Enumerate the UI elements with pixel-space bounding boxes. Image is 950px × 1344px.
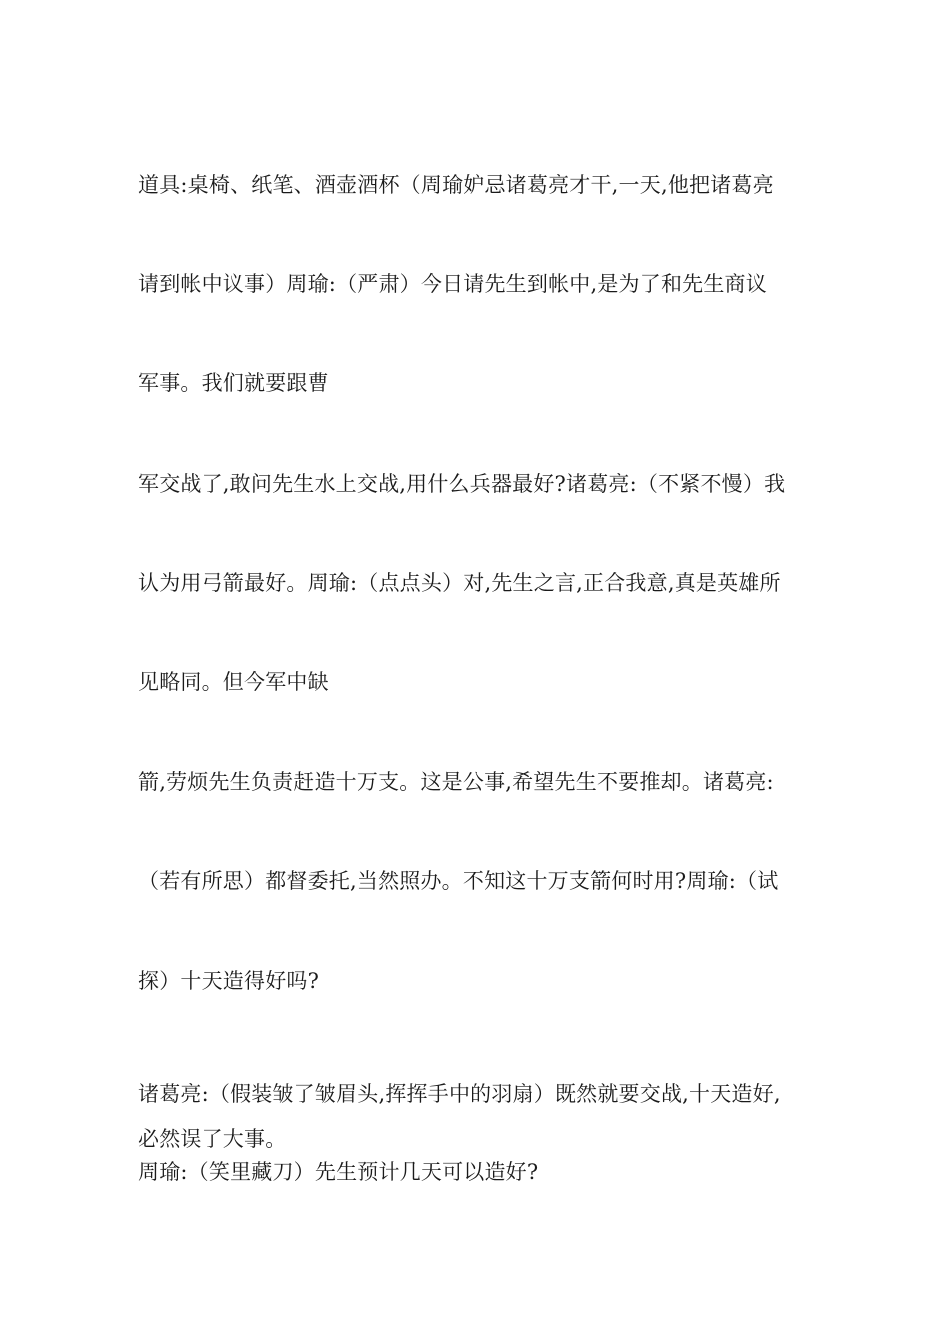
text-line: 军交战了,敢问先生水上交战,用什么兵器最好?诸葛亮:（不紧不慢）我 bbox=[138, 472, 786, 496]
text-line: 探）十天造得好吗? bbox=[138, 969, 320, 993]
text-line: 军事。我们就要跟曹 bbox=[138, 371, 329, 395]
text-line: 必然误了大事。 bbox=[138, 1127, 287, 1151]
text-line: （若有所思）都督委托,当然照办。不知这十万支箭何时用?周瑜:（试 bbox=[138, 869, 779, 893]
text-line: 箭,劳烦先生负责赶造十万支。这是公事,希望先生不要推却。诸葛亮: bbox=[138, 770, 774, 794]
text-line: 请到帐中议事）周瑜:（严肃）今日请先生到帐中,是为了和先生商议 bbox=[138, 272, 767, 296]
text-line: 诸葛亮:（假装皱了皱眉头,挥挥手中的羽扇）既然就要交战,十天造好, bbox=[138, 1082, 781, 1106]
text-line: 周瑜:（笑里藏刀）先生预计几天可以造好? bbox=[138, 1160, 539, 1184]
text-line: 认为用弓箭最好。周瑜:（点点头）对,先生之言,正合我意,真是英雄所 bbox=[138, 571, 781, 595]
text-line: 道具:桌椅、纸笔、酒壶酒杯（周瑜妒忌诸葛亮才干,一天,他把诸葛亮 bbox=[138, 173, 774, 197]
text-line: 见略同。但今军中缺 bbox=[138, 670, 329, 694]
